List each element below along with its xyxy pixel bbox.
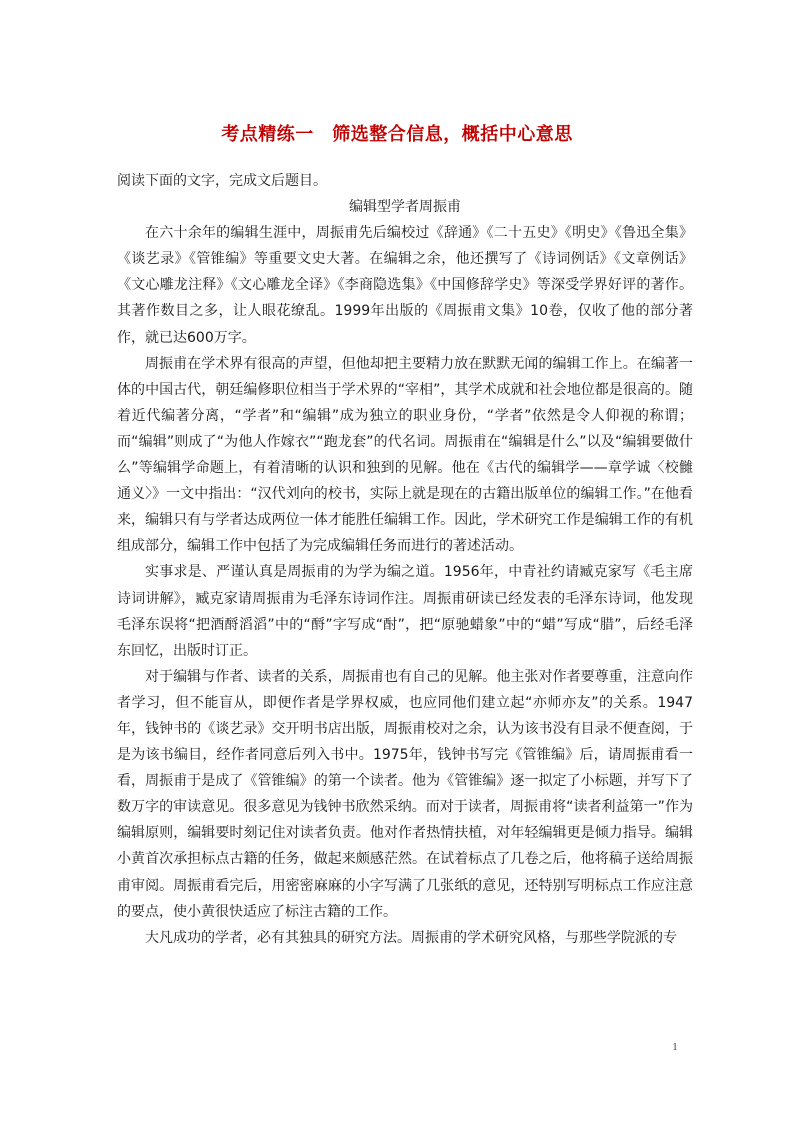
section-heading: 考点精练一 筛选整合信息，概括中心意思 — [221, 124, 573, 145]
paragraph-5: 大凡成功的学者，必有其独具的研究方法。周振甫的学术研究风格，与那些学院派的专 — [145, 929, 677, 946]
reading-instruction: 阅读下面的文字，完成文后题目。 — [117, 173, 327, 189]
document-body — [117, 168, 693, 951]
paragraph-4: 对于编辑与作者、读者的关系，周振甫也有自己的见解。他主张对作者要尊重，注意向作者学习，但不能盲从，即便作者是学界权威，也应同他们建立起“亦师亦友”的关系。1947年，钱钟书的《谈艺录》交开明书店出版，周振甫校对之余，认为该书没有目录不便查阅，于是为该书编目，经作者同意后列入书中。1975年，钱钟书写完《管锥编》后，请周振甫看一看，周振甫于是成了《管锥编》的第一个读者。他为《管锥编》逐一拟定了小标题，并写下了数万字的审读意见。很多意见为钱钟书欣然采纳。而对于读者，周振甫将“读者利益第一”作为编辑原则，编辑要时刻记住对读者负责。他对作者热情扶植，对年轻编辑更是倾力指导。编辑小黄首次承担标点古籍的任务，做起来颇感茫然。在试着标点了几卷之后，他将稿子送给周振甫审阅。周振甫看完后，用密密麻麻的小字写满了几张纸的意见，还特别写明标点工作应注意的要点，使小黄很快适应了标注古籍的工作。 — [117, 668, 693, 920]
paragraph-3: 实事求是、严谨认真是周振甫的为学为编之道。1956年，中青社约请臧克家写《毛主席诗词讲解》，臧克家请周振甫为毛泽东诗词作注。周振甫研读已经发表的毛泽东诗词，他发现毛泽东误将“把酒酹滔滔”中的“酹”字写成“酎”，把“原驰蜡象”中的“蜡”写成“腊”，后经毛泽东回忆，出版时订正。 — [117, 564, 693, 659]
paragraph-1: 在六十余年的编辑生涯中，周振甫先后编校过《辞通》《二十五史》《明史》《鲁迅全集》《谈艺录》《管锥编》等重要文史大著。在编辑之余，他还撰写了《诗词例话》《文章例话》《文心雕龙注释》《文心雕龙全译》《李商隐选集》《中国修辞学史》等深受学界好评的著作。其著作数目之多，让人眼花缭乱。1999年出版的《周振甫文集》10卷，仅收了他的部分著作，就已达600万字。 — [117, 225, 693, 346]
paragraph-2: 周振甫在学术界有很高的声望，但他却把主要精力放在默默无闻的编辑工作上。在编著一体的中国古代，朝廷编修职位相当于学术界的“宰相”，其学术成就和社会地位都是很高的。随着近代编著分离，“学者”和“编辑”成为独立的职业身份，“学者”依然是令人仰视的称谓；而“编辑”则成了“为他人作嫁衣”“跑龙套”的代名词。周振甫在“编辑是什么”以及“编辑要做什么”等编辑学命题上，有着清晰的认识和独到的见解。他在《古代的编辑学——章学诚〈校雠通义〉》一文中指出：“汉代刘向的校书，实际上就是现在的古籍出版单位的编辑工作。”在他看来，编辑只有与学者达成两位一体才能胜任编辑工作。因此，学术研究工作是编辑工作的有机组成部分，编辑工作中包括了为完成编辑任务而进行的著述活动。 — [117, 355, 693, 555]
page-number: 1 — [672, 1042, 678, 1053]
article-title: 编辑型学者周振甫 — [349, 199, 461, 216]
